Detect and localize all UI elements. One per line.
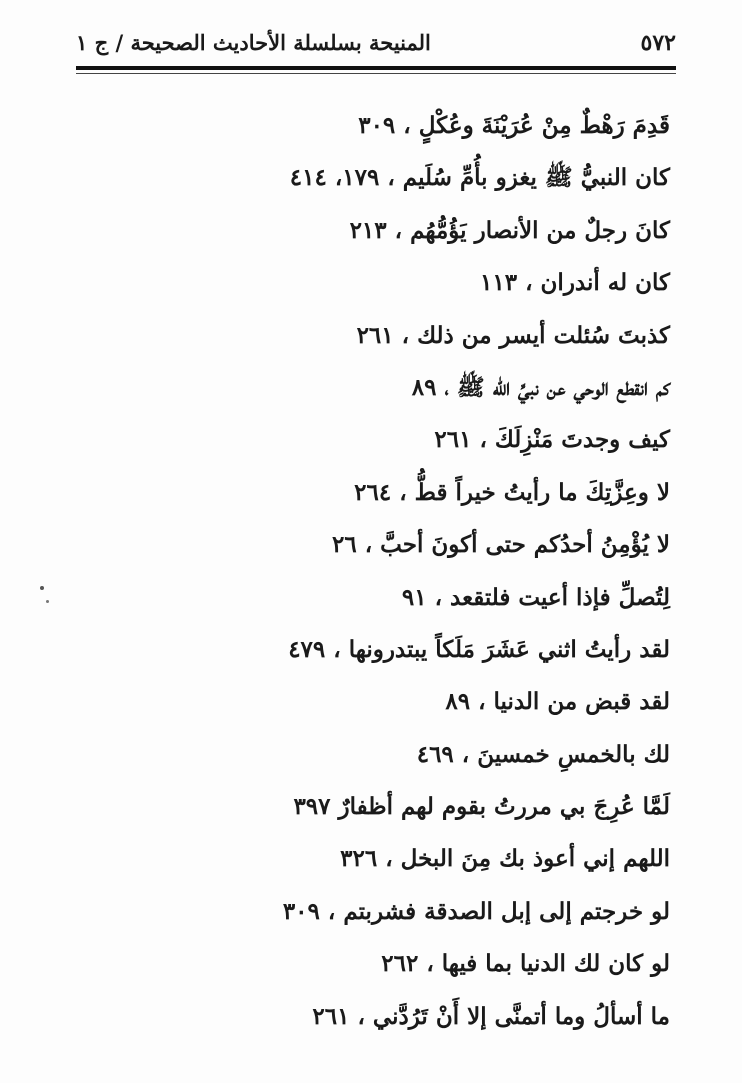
scan-speck [46, 600, 49, 603]
index-entry: لو خرجتم إلى إبل الصدقة فشربتم ، ٣٠٩ [282, 897, 670, 925]
index-entry: كيف وجدتَ مَنْزِلَكَ ، ٢٦١ [434, 426, 670, 454]
page-header [76, 24, 676, 66]
index-entry: لك بالخمسِ خمسينَ ، ٤٦٩ [416, 740, 670, 768]
index-entry: كذبتَ سُئلت أيسر من ذلك ، ٢٦١ [356, 321, 670, 349]
index-entry: لَمَّا عُرِجَ بي مررتُ بقوم لهم أظفارٌ ٣٩٧ [293, 793, 670, 821]
index-entry: اللهم إني أعوذ بك مِنَ البخل ، ٣٢٦ [340, 845, 670, 873]
index-entry: لا يُؤْمِنُ أحدُكم حتى أكونَ أحبَّ ، ٢٦ [332, 531, 670, 559]
index-entry-list [120, 104, 670, 1047]
index-entry: كانَ رجلٌ من الأنصار يَؤُمُّهُم ، ٢١٣ [349, 216, 670, 244]
index-entry: لقد قبض من الدنيا ، ٨٩ [445, 688, 670, 716]
running-title: المنيحة بسلسلة الأحاديث الصحيحة / ج ١ [76, 30, 431, 55]
scan-speck [40, 586, 44, 590]
header-rule-thick [76, 66, 676, 70]
index-entry: لو كان لك الدنيا بما فيها ، ٢٦٢ [381, 950, 670, 978]
index-entry: قَدِمَ رَهْطٌ مِنْ عُرَيْنَةَ وعُكْلٍ ، ٣٠٩ [358, 112, 670, 139]
index-entry: كان له أندران ، ١١٣ [480, 269, 670, 297]
index-entry: كان النبيُّ ﷺ يغزو بأُمِّ سُلَيم ، ١٧٩، ٤١٤ [289, 164, 670, 192]
page-number: ٥٧٢ [640, 30, 676, 56]
index-entry: لِتُصلِّ فإذا أعيت فلتقعد ، ٩١ [401, 583, 670, 611]
index-entry: كم انقطع الوحي عن نبيِّ الله ﷺ ، ٨٩ [411, 373, 670, 401]
index-entry: لقد رأيتُ اثني عَشَرَ مَلَكاً يبتدرونها ، ٤٧٩ [288, 635, 670, 663]
index-entry: لا وعِزَّتِكَ ما رأيتُ خيراً قطُّ ، ٢٦٤ [354, 478, 670, 506]
index-entry: ما أسألُ وما أتمنَّى إلا أَنْ تَرُدَّني ، ٢٦١ [312, 1002, 670, 1030]
header-rule-thin [76, 73, 676, 74]
